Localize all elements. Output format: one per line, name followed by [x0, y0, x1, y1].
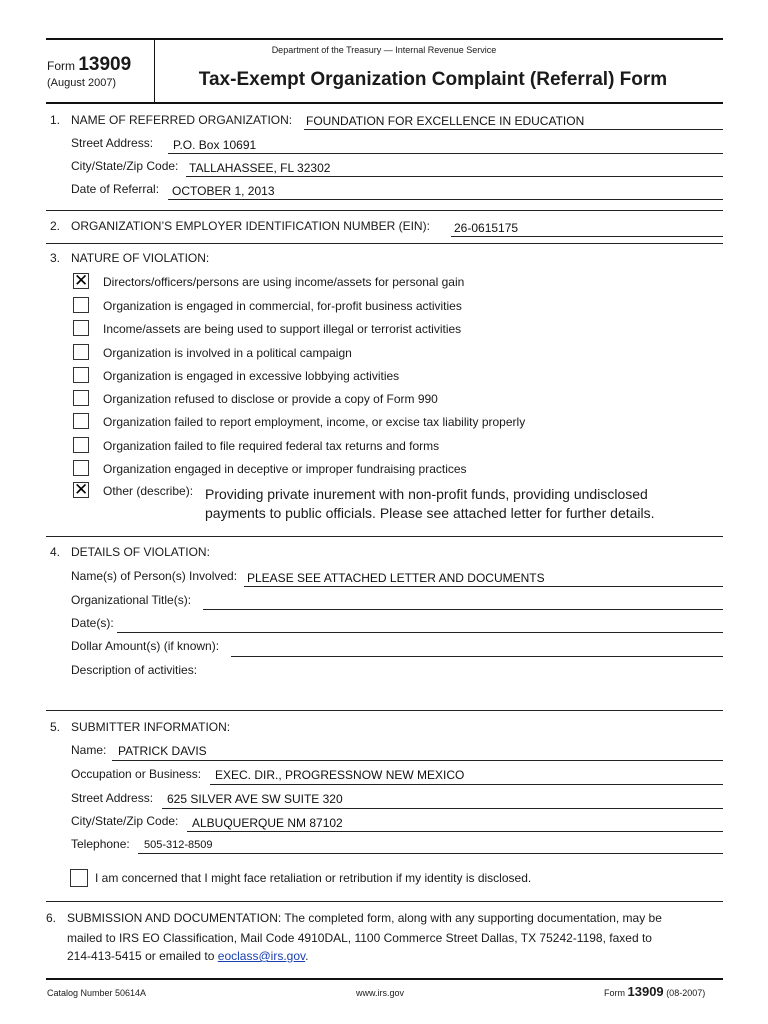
footer-form-id — [604, 984, 705, 999]
section4-number: 4. — [50, 545, 61, 559]
section-divider-3 — [46, 536, 723, 537]
email-link[interactable]: eoclass@irs.gov — [217, 949, 306, 963]
form-date: (August 2007) — [47, 77, 117, 89]
persons-involved-field[interactable]: PLEASE SEE ATTACHED LETTER AND DOCUMENTS — [247, 571, 545, 585]
org-street-line — [168, 153, 723, 154]
violation-checkbox[interactable] — [73, 367, 89, 383]
occupation-line — [210, 784, 723, 785]
submitter-name-line — [112, 760, 723, 761]
section-divider-5 — [46, 901, 723, 902]
telephone-field[interactable]: 505-312-8509 — [144, 839, 213, 851]
other-description-line1[interactable]: Providing private inurement with non-profit funds, providing undisclosed — [205, 486, 648, 502]
org-name-line — [304, 129, 723, 130]
org-city-line — [186, 176, 723, 177]
dollar-amount-line[interactable] — [231, 656, 723, 657]
section-divider-2 — [46, 243, 723, 244]
description-label: Description of activities: — [71, 663, 198, 677]
persons-involved-label: Name(s) of Person(s) Involved: — [71, 569, 238, 583]
ein-line — [451, 236, 723, 237]
section-divider-1 — [46, 210, 723, 211]
submitter-city-field[interactable]: ALBUQUERQUE NM 87102 — [192, 816, 343, 830]
violation-checkbox[interactable] — [73, 413, 89, 429]
violation-checkbox[interactable] — [73, 273, 89, 289]
dates-line[interactable] — [117, 632, 723, 633]
section6-line3-suffix: . — [305, 949, 309, 963]
footer-form-number: 13909 — [627, 984, 664, 999]
dollar-amount-label: Dollar Amount(s) (if known): — [71, 639, 220, 653]
form-id — [47, 54, 131, 76]
referral-date-line — [168, 199, 723, 200]
submitter-city-label: City/State/Zip Code: — [71, 814, 179, 828]
violation-option-label: Organization is engaged in excessive lobbying activities — [103, 369, 400, 383]
section5-label: SUBMITTER INFORMATION: — [71, 720, 231, 734]
catalog-number: Catalog Number 50614A — [47, 988, 147, 998]
referral-date-field[interactable]: OCTOBER 1, 2013 — [172, 184, 275, 198]
telephone-line — [138, 853, 723, 854]
submitter-city-line — [187, 831, 723, 832]
form-number: 13909 — [78, 54, 132, 75]
occupation-field[interactable]: EXEC. DIR., PROGRESSNOW NEW MEXICO — [215, 768, 465, 782]
org-street-field[interactable]: P.O. Box 10691 — [173, 138, 257, 152]
dates-label: Date(s): — [71, 616, 114, 630]
section2-label: ORGANIZATION’S EMPLOYER IDENTIFICATION NUMBER (EIN): — [71, 219, 430, 233]
other-description-line2[interactable]: payments to public officials. Please see attached letter for further details. — [205, 505, 655, 521]
referral-date-label: Date of Referral: — [71, 182, 160, 196]
violation-option-label: Organization is involved in a political campaign — [103, 346, 352, 360]
other-checkbox[interactable] — [73, 482, 89, 498]
section6-line2: mailed to IRS EO Classification, Mail Code 4910DAL, 1100 Commerce Street Dallas, TX 75242-1198, faxed to — [67, 931, 652, 945]
retaliation-label: I am concerned that I might face retaliation or retribution if my identity is disclosed. — [95, 871, 532, 885]
other-label: Other (describe): — [103, 484, 194, 498]
section6-line3-prefix: 214-413-5415 or emailed to — [67, 949, 218, 963]
section6-line1: SUBMISSION AND DOCUMENTATION: The completed form, along with any supporting documentation, may be — [67, 911, 662, 925]
ein-field[interactable]: 26-0615175 — [454, 221, 519, 235]
violation-checkbox[interactable] — [73, 390, 89, 406]
violation-option-label: Organization failed to report employment, income, or excise tax liability properly — [103, 415, 526, 429]
section1-label: NAME OF REFERRED ORGANIZATION: — [71, 113, 293, 127]
section4-label: DETAILS OF VIOLATION: — [71, 545, 210, 559]
org-name-field[interactable]: FOUNDATION FOR EXCELLENCE IN EDUCATION — [306, 114, 585, 128]
violation-option-label: Organization failed to file required federal tax returns and forms — [103, 439, 440, 453]
submitter-name-label: Name: — [71, 743, 107, 757]
section5-number: 5. — [50, 720, 61, 734]
section3-label: NATURE OF VIOLATION: — [71, 251, 210, 265]
section6-number: 6. — [46, 911, 57, 925]
irs-website: www.irs.gov — [356, 988, 405, 998]
org-city-field[interactable]: TALLAHASSEE, FL 32302 — [189, 161, 331, 175]
violation-option-label: Income/assets are being used to support illegal or terrorist activities — [103, 322, 462, 336]
violation-checkbox[interactable] — [73, 437, 89, 453]
section3-number: 3. — [50, 251, 61, 265]
submitter-name-field[interactable]: PATRICK DAVIS — [118, 744, 207, 758]
submitter-street-line — [162, 808, 723, 809]
violation-option-label: Directors/officers/persons are using income/assets for personal gain — [103, 275, 465, 289]
persons-involved-line — [244, 586, 723, 587]
telephone-label: Telephone: — [71, 837, 130, 851]
violation-option-label: Organization refused to disclose or provide a copy of Form 990 — [103, 392, 438, 406]
org-titles-line[interactable] — [203, 609, 723, 610]
violation-checkbox[interactable] — [73, 297, 89, 313]
org-city-label: City/State/Zip Code: — [71, 159, 179, 173]
header-top-rule — [46, 38, 723, 40]
section1-number: 1. — [50, 113, 61, 127]
violation-checkbox[interactable] — [73, 320, 89, 336]
form-word: Form — [47, 59, 75, 73]
violation-checkbox[interactable] — [73, 460, 89, 476]
footer-form-word: Form — [604, 988, 625, 998]
submitter-street-field[interactable]: 625 SILVER AVE SW SUITE 320 — [167, 792, 343, 806]
violation-checkbox[interactable] — [73, 344, 89, 360]
footer-rule — [46, 978, 723, 980]
org-street-label: Street Address: — [71, 136, 154, 150]
header-bottom-rule — [46, 102, 723, 104]
retaliation-checkbox[interactable] — [70, 869, 88, 887]
section6-line3 — [67, 949, 308, 963]
violation-option-label: Organization engaged in deceptive or improper fundraising practices — [103, 462, 467, 476]
org-titles-label: Organizational Title(s): — [71, 593, 192, 607]
section2-number: 2. — [50, 219, 61, 233]
footer-form-rev: (08-2007) — [666, 988, 706, 998]
submitter-street-label: Street Address: — [71, 791, 154, 805]
occupation-label: Occupation or Business: — [71, 767, 202, 781]
section-divider-4 — [46, 710, 723, 711]
form-title: Tax-Exempt Organization Complaint (Referral) Form — [198, 69, 668, 90]
agency-name: Department of the Treasury — Internal Revenue Service — [271, 45, 497, 55]
violation-option-label: Organization is engaged in commercial, for-profit business activities — [103, 299, 462, 313]
